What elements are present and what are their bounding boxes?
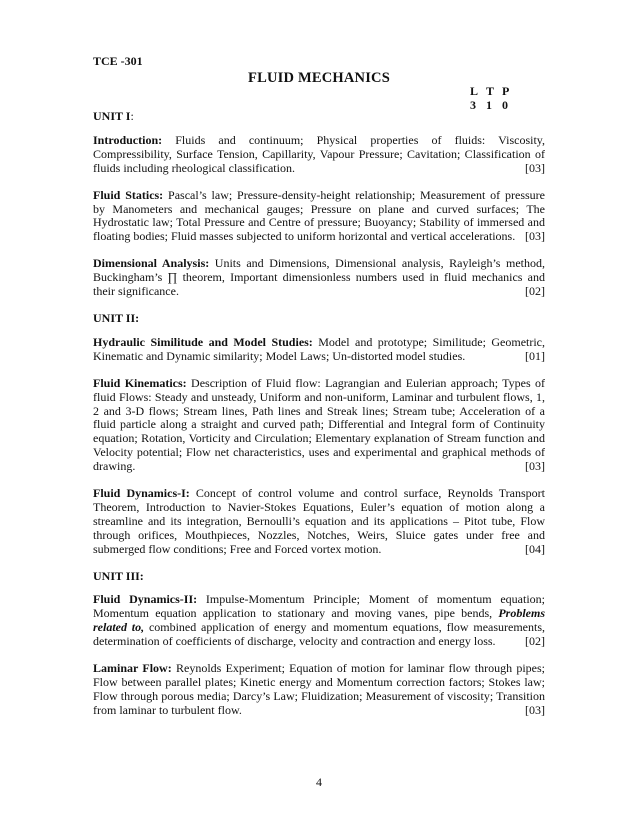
topic-heading: Laminar Flow: (93, 661, 172, 676)
ltp-value-l: 3 (470, 98, 476, 112)
unit-heading (93, 312, 545, 326)
unit-heading (93, 110, 545, 124)
topic-heading: Hydraulic Similitude and Model Studies: (93, 334, 313, 349)
ltp-label-l: L (470, 84, 479, 98)
unit-label-suffix: : (130, 109, 134, 123)
topic-hours: [04] (525, 541, 545, 556)
topic-hours: [02] (525, 634, 545, 649)
unit-label: UNIT II: (93, 310, 140, 325)
ltp-value-t: 1 (486, 98, 492, 112)
topic-paragraph (93, 134, 545, 176)
topic-paragraph (93, 377, 545, 474)
topic-text: Model and prototype; Similitude; Geometric, Kinematic and Dynamic similarity; Model Laws; Un-distorted model studies. (93, 334, 546, 363)
topic-hours: [03] (525, 160, 545, 175)
topic-hours: [03] (525, 229, 545, 244)
ltp-labels-row (470, 84, 518, 98)
topic-text-lead: Impulse-Momentum Principle; Moment of momentum equation; Momentum equation application to stationary and moving vanes, pipe bends, (93, 592, 545, 621)
ltp-value-p: 0 (502, 98, 508, 112)
topic-paragraph (93, 189, 545, 245)
topic-hours: [01] (525, 348, 545, 363)
topic-heading: Fluid Dynamics-II: (93, 592, 198, 607)
topic-text: combined application of energy and momentum equations, flow measurements, determination of coefficients of discharge, velocity and contraction and energy loss. (93, 620, 546, 649)
topic-heading: Fluid Kinematics: (93, 375, 187, 390)
unit-label: UNIT III: (93, 568, 144, 583)
topic-heading: Fluid Statics: (93, 187, 164, 202)
course-code: TCE -301 (93, 54, 143, 68)
topic-hours: [03] (525, 702, 545, 717)
topic-text: Concept of control volume and control surface, Reynolds Transport Theorem, Introduction to Navier-Stokes Equations, Euler’s equation of motion along a streamline and its integration, Bernoulli’s equation and its applications – Pitot tube, Flow through orifices, Mouthpieces, Nozzles, Notches, Weirs, Sluice gates under free and submerged flow conditions; Free and Forced vortex motion. (93, 486, 545, 556)
topic-heading: Introduction: (93, 132, 163, 147)
unit-label: UNIT I (93, 109, 131, 123)
topic-paragraph (93, 662, 545, 718)
topic-text: Description of Fluid flow: Lagrangian and Eulerian approach; Types of fluid Flows: Steady and unsteady, Uniform and non-uniform, Laminar and turbulent flows, 1, 2 and 3-D flows; Stream lines, Path lines and Streak lines; Stream tube; Acceleration of a fluid particle along a straight and curved path; Differential and Integral form of Continuity equation; Rotation, Vorticity and Circulation; Elementary explanation of Stream function and Velocity potential; Flow net characteristics, uses and experimental and graphical methods of drawing. (93, 375, 546, 474)
topic-text: Reynolds Experiment; Equation of motion for laminar flow through pipes; Flow between parallel plates; Kinetic energy and Momentum correction factors; Stokes law; Flow through porous media; Darcy’s Law; Fluidization; Measurement of viscosity; Transition from laminar to turbulent flow. (93, 661, 546, 717)
topic-heading: Dimensional Analysis: (93, 256, 210, 271)
topic-hours: [02] (525, 284, 545, 299)
topic-paragraph (93, 487, 545, 557)
topic-text: Fluids and continuum; Physical properties of fluids: Viscosity, Compressibility, Surface Tension, Capillarity, Vapour Pressure; Cavitation; Classification of fluids including rheological classification. (93, 132, 545, 175)
unit-heading (93, 570, 545, 584)
topic-heading: Fluid Dynamics-I: (93, 486, 190, 501)
ltp-table (470, 84, 518, 112)
syllabus-content (93, 110, 545, 731)
topic-text: Units and Dimensions, Dimensional analysis, Rayleigh’s method, Buckingham’s ∏ theorem, Important dimensionless numbers used in fluid mechanics and their significance. (93, 256, 545, 299)
page-number: 4 (316, 775, 322, 789)
topic-emphasis: Problems related to, (93, 606, 546, 635)
topic-hours: [03] (525, 459, 545, 474)
topic-paragraph (93, 257, 545, 299)
page-title: FLUID MECHANICS (248, 70, 390, 86)
topic-text: Pascal’s law; Pressure-density-height relationship; Measurement of pressure by Manometers and mechanical gauges; Pressure on plane and curved surfaces; The Hydrostatic law; Total Pressure and Centre of pressure; Buoyancy; Stability of immersed and floating bodies; Fluid masses subjected to uniform horizontal and vertical accelerations. (93, 187, 545, 244)
ltp-label-t: T (486, 84, 495, 98)
topic-paragraph (93, 336, 545, 364)
ltp-label-p: P (502, 84, 510, 98)
topic-paragraph (93, 593, 545, 649)
